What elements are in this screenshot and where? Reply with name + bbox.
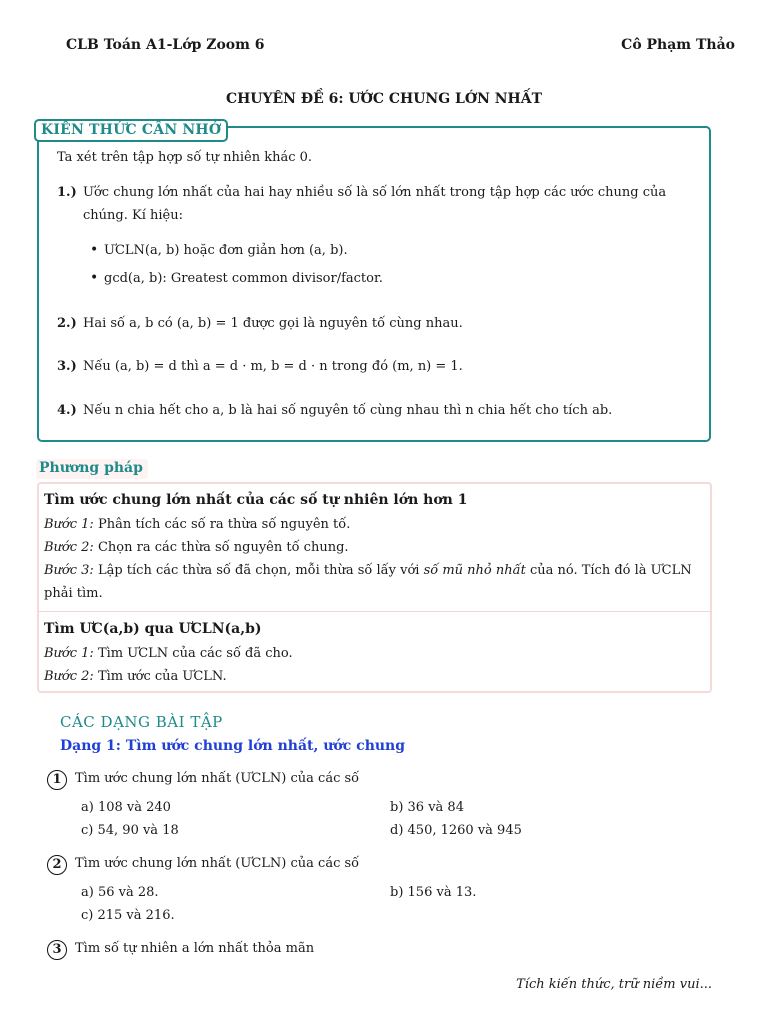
- step-label: Bước 3:: [44, 563, 94, 578]
- method-heading-1: Tìm ước chung lớn nhất của các số tự nhiên lớn hơn 1: [44, 492, 468, 508]
- knowledge-item-number: 2.): [57, 316, 77, 331]
- question-number-badge: 3: [47, 940, 67, 960]
- knowledge-item-number: 3.): [57, 359, 77, 374]
- question-text: Tìm số tự nhiên a lớn nhất thỏa mãn: [75, 941, 315, 956]
- question-number-badge: 2: [47, 855, 67, 875]
- method-step: [44, 513, 706, 536]
- knowledge-item-text: Hai số a, b có (a, b) = 1 được gọi là nguyên tố cùng nhau.: [83, 316, 463, 331]
- step-label: Bước 2:: [44, 540, 94, 555]
- header-club-name: CLB Toán A1-Lớp Zoom 6: [66, 37, 265, 53]
- answer-option: c) 54, 90 và 18: [81, 823, 179, 838]
- question-text: Tìm ước chung lớn nhất (ƯCLN) của các số: [75, 856, 360, 871]
- question-text: Tìm ước chung lớn nhất (ƯCLN) của các số: [75, 771, 360, 786]
- knowledge-box-tag: KIẾN THỨC CẦN NHỚ: [34, 119, 228, 142]
- footer-motto: Tích kiến thức, trữ niềm vui...: [516, 977, 712, 992]
- method-box-tag: Phương pháp: [36, 459, 148, 479]
- exercise-type-1-title: Dạng 1: Tìm ước chung lớn nhất, ước chung: [60, 738, 406, 754]
- step-text: Lập tích các thừa số đã chọn, mỗi thừa số lấy với: [93, 563, 424, 578]
- knowledge-bullet: • ƯCLN(a, b) hoặc đơn giản hơn (a, b).: [104, 243, 348, 258]
- knowledge-intro: Ta xét trên tập hợp số tự nhiên khác 0.: [57, 150, 313, 165]
- step-text: Tìm ƯCLN của các số đã cho.: [93, 646, 293, 661]
- knowledge-item-2: [57, 312, 697, 335]
- knowledge-item-number: 1.): [57, 185, 77, 200]
- knowledge-item-text: Nếu (a, b) = d thì a = d · m, b = d · n trong đó (m, n) = 1.: [83, 359, 463, 374]
- answer-option: a) 108 và 240: [81, 800, 171, 815]
- answer-option: c) 215 và 216.: [81, 908, 175, 923]
- knowledge-item-text: Ước chung lớn nhất của hai hay nhiều số là số lớn nhất trong tập hợp các ước chung của chúng. Kí hiệu:: [83, 185, 667, 223]
- step-text: của nó. Tích đó là ƯCLN phải tìm.: [44, 563, 692, 601]
- step-text: Tìm ước của ƯCLN.: [93, 669, 227, 684]
- answer-option: b) 156 và 13.: [390, 885, 477, 900]
- step-text: Chọn ra các thừa số nguyên tố chung.: [93, 540, 349, 555]
- knowledge-item-text: Nếu n chia hết cho a, b là hai số nguyên tố cùng nhau thì n chia hết cho tích ab.: [83, 403, 613, 418]
- answer-option: b) 36 và 84: [390, 800, 464, 815]
- exercises-section-title: CÁC DẠNG BÀI TẬP: [60, 713, 223, 731]
- question-number-badge: 1: [47, 770, 67, 790]
- method-heading-2: Tìm ƯC(a,b) qua ƯCLN(a,b): [44, 621, 262, 637]
- answer-option: a) 56 và 28.: [81, 885, 159, 900]
- method-step: [44, 665, 706, 688]
- step-label: Bước 2:: [44, 669, 94, 684]
- header-teacher-name: Cô Phạm Thảo: [621, 37, 735, 53]
- answer-option: d) 450, 1260 và 945: [390, 823, 522, 838]
- knowledge-bullet: • gcd(a, b): Greatest common divisor/factor.: [104, 271, 383, 286]
- knowledge-item-3: [57, 355, 697, 378]
- knowledge-item-1: [57, 181, 697, 227]
- method-step: [44, 559, 706, 605]
- step-emphasis: số mũ nhỏ nhất: [423, 563, 526, 578]
- chapter-title: CHUYÊN ĐỀ 6: ƯỚC CHUNG LỚN NHẤT: [225, 91, 543, 107]
- step-text: Phân tích các số ra thừa số nguyên tố.: [93, 517, 351, 532]
- knowledge-item-4: [57, 399, 697, 422]
- knowledge-item-number: 4.): [57, 403, 77, 418]
- method-step: [44, 642, 706, 665]
- step-label: Bước 1:: [44, 517, 94, 532]
- method-step: [44, 536, 706, 559]
- method-divider: [38, 611, 711, 612]
- step-label: Bước 1:: [44, 646, 94, 661]
